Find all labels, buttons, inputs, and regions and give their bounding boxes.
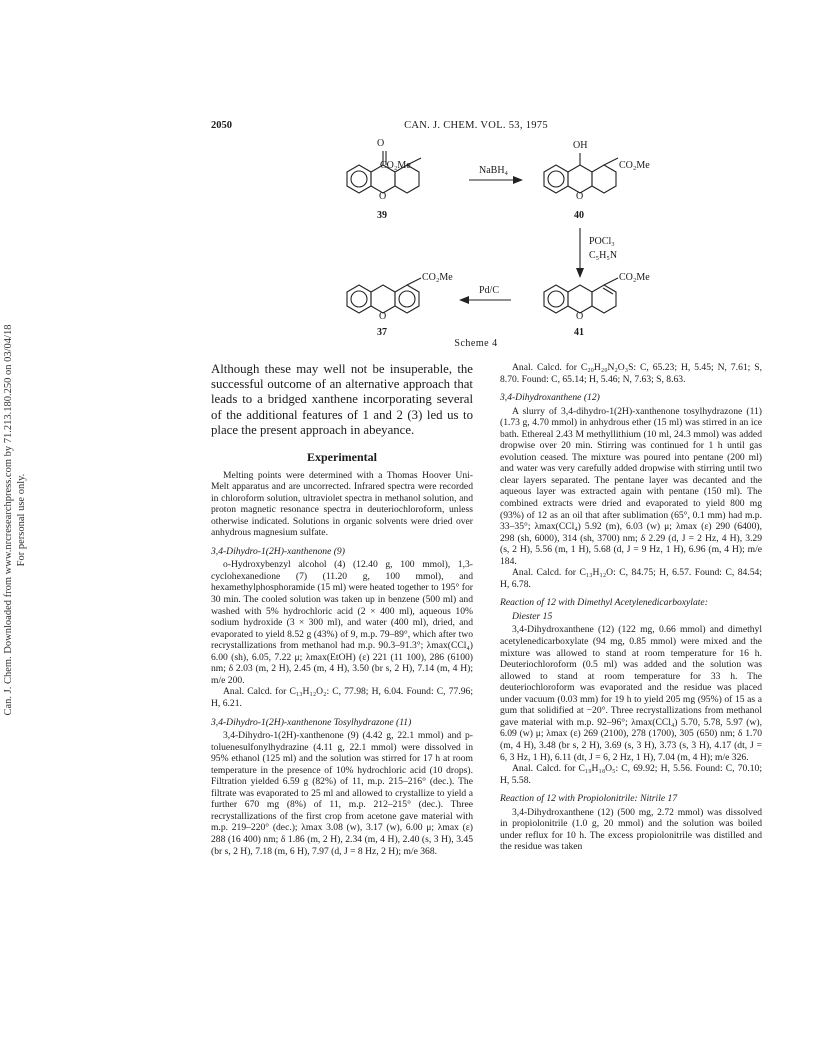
watermark-line-1: Can. J. Chem. Downloaded from www.nrcresearchpress.com by 71.213.180.250 on 03/04/18 <box>3 324 14 716</box>
compound-number-41: 41 <box>574 327 584 338</box>
compound-number-37: 37 <box>377 327 387 338</box>
procedure-compound-9: o-Hydroxybenzyl alcohol (4) (12.40 g, 100 mmol), 1,3-cyclohexanedione (7) (11.20 g, 100 mmol), and hexamethylphosphoramide (15 ml) were heated together to 195° for 30 min. The cooled solution was taken up in benzene (500 ml) and washed with 5% hydrochloric acid (2 × 400 ml), aqueous 10% sodium hydroxide (3 × 300 ml), and water (400 ml), dried, and evaporated to yield 8.52 g (43%) of 9, m.p. 79–89°, which after two recrystallizations from methanol had m.p. 90.3–91.3°; λmax(CCl₄) 6.00 (sh), 6.05, 7.22 μ; λmax(EtOH) (ε) 221 (11 100), 286 (6100) nm; δ 2.03 (m, 2 H), 2.45 (m, 4 H), 3.50 (br s, 2 H), 7.14 (m, 4 H); m/e 200. <box>211 559 473 686</box>
analysis-compound-11: Anal. Calcd. for C₂₀H₂₀N₂O₃S: C, 65.23; H, 5.45; N, 7.61; S, 8.70. Found: C, 65.14; H, 5.46; N, 7.63; S, 8.63. <box>500 362 762 385</box>
compound-number-39: 39 <box>377 210 387 221</box>
subheading-compound-9: 3,4-Dihydro-1(2H)-xanthenone (9) <box>211 545 345 557</box>
oxo-label: O <box>377 138 385 149</box>
procedure-diester-15: 3,4-Dihydroxanthene (12) (122 mg, 0.66 mmol) and dimethyl acetylenedicarboxylate (94 mg, 0.85 mmol) were mixed and the mixture was allowed to stand at room temperature for 16 h. Deuteriochloroform (0.5 ml) was added and the solution was allowed to stand at room temperature for 33 h. The deuteriochloroform was evaporated and the residue was placed under vacuum (0.03 mm) for 19 h to yield 205 mg (95%) of 15 as a gum that solidified at −20°. Three recrystallizations from methanol gave material with m.p. 92–96°; λmax(CCl₄) 5.70, 5.78, 5.97 (w), 6.09 (w) μ; λmax (ε) 269 (2100), 278 (1700), 305 (650) nm; δ 1.70 (m, 4 H), 3.48 (br s, 2 H), 3.69 (s, 3 H), 3.73 (s, 3 H), 4.17 (dt, J = 6, 3 Hz, 1 H), 6.11 (dt, J = 6, 2 Hz, 1 H), 7.04 (m, 4 H); m/e 326. <box>500 624 762 763</box>
section-title-experimental: Experimental <box>307 450 377 465</box>
reagent-pyridine: C₅H₅N <box>589 250 618 261</box>
analysis-compound-12: Anal. Calcd. for C₁₃H₁₂O: C, 84.75; H, 6.57. Found: C, 84.54; H, 6.78. <box>500 567 762 590</box>
lead-paragraph: Although these may well not be insuperable, the successful outcome of an alternative approach that leads to a bridged xanthene incorporating several of the additional features of 1 and 2 (3) led us to place the present approach in abeyance. <box>211 362 473 437</box>
substituent-39: CO₂Me <box>380 160 411 171</box>
page-number: 2050 <box>211 120 232 131</box>
structure-39 <box>347 151 421 193</box>
substituent-40: CO₂Me <box>619 160 650 171</box>
compound-number-40: 40 <box>574 210 584 221</box>
journal-title: CAN. J. CHEM. VOL. 53, 1975 <box>404 120 548 131</box>
procedure-compound-11: 3,4-Dihydro-1(2H)-xanthenone (9) (4.42 g, 22.1 mmol) and p-toluenesulfonylhydrazine (4.11 g, 22.1 mmol) were dissolved in 95% ethanol (125 ml) and the solution was stirred for 17 h at room temperature in the presence of 10% hydrochloric acid (10 drops). Filtration yielded 6.59 g (82%) of 11, m.p. 215–216° (dec.). The filtrate was evaporated to 25 ml and allowed to crystallize to yield a further 670 mg (8%) of 11, m.p. 212–215° (dec.). Three recrystallizations of the first crop from acetone gave material with m.p. 219–220° (dec.); λmax 3.08 (w), 3.17 (w), 6.00 μ; λmax (ε) 288 (16 400) nm; δ 1.86 (m, 2 H), 2.34 (m, 4 H), 2.40 (s, 3 H), 3.45 (br s, 2 H), 7.18 (m, 6 H), 7.97 (d, J = 8 Hz, 2 H); m/e 368. <box>211 730 473 857</box>
procedure-compound-12: A slurry of 3,4-dihydro-1(2H)-xanthenone tosylhydrazone (11) (1.73 g, 4.70 mmol) in anhydrous ether (15 ml) was stirred in an ice bath. Ethereal 2.43 M methyllithium (10 ml, 24.3 mmol) was added dropwise over 20 min. Stirring was continued for 1 h until gas evolution ceased. The mixture was poured into pentane (200 ml) and water was very carefully added dropwise with stirring until two clear layers separated. The pentane layer was decanted and the aqueous layer was extracted again with pentane (150 ml). The combined extracts were dried and evaporated to yield 800 mg (93%) of 12 as an oil that after sublimation (65°, 0.1 mm) had m.p. 33–35°; λmax(CCl₄) 5.92 (m), 6.03 (w) μ; λmax (ε) 290 (6400), 298 (sh, 6000), 314 (sh, 3700) nm; δ 2.29 (d, J = 2 Hz, 4 H), 3.29 (s, 2 H), 5.56 (m, 1 H), 5.68 (d, J = 9 Hz, 1 H), 6.96 (m, 4 H); m/e 184. <box>500 405 762 567</box>
ring-oxygen-39: O <box>379 191 387 202</box>
substituent-41: CO₂Me <box>619 272 650 283</box>
right-column <box>500 362 762 853</box>
subheading-compound-12: 3,4-Dihydroxanthene (12) <box>500 392 600 404</box>
subheading-diester-15: Reaction of 12 with Dimethyl Acetylenedicarboxylate: <box>500 597 708 609</box>
structure-41 <box>544 278 618 313</box>
reagent-nabh4: NaBH₄ <box>479 165 509 176</box>
experimental-intro: Melting points were determined with a Thomas Hoover Uni-Melt apparatus and are uncorrected. Infrared spectra were recorded in chloroform solution, ultraviolet spectra in methanol solution, and proton magnetic resonance spectra in deuteriochloroform, unless otherwise indicated. Solutions in organic solvents were dried over anhydrous magnesium sulfate. <box>211 469 473 539</box>
structure-37 <box>347 278 421 313</box>
structure-40 <box>544 153 618 193</box>
reagent-pd-c: Pd/C <box>479 285 500 296</box>
reaction-scheme <box>211 140 741 350</box>
procedure-nitrile-17: 3,4-Dihydroxanthene (12) (500 mg, 2.72 mmol) was dissolved in propiolonitrile (1.0 g, 20 mmol) and the solution was boiled under reflux for 10 h. The excess propiolonitrile was distilled and the residue was taken <box>500 806 762 853</box>
ring-oxygen-41: O <box>576 311 584 322</box>
download-watermark <box>2 260 36 780</box>
scheme-caption: Scheme 4 <box>454 338 498 349</box>
subheading-compound-11: 3,4-Dihydro-1(2H)-xanthenone Tosylhydrazone (11) <box>211 716 412 728</box>
reagent-pocl3: POCl₃ <box>589 236 615 247</box>
analysis-diester-15: Anal. Calcd. for C₁₉H₁₈O₅: C, 69.92; H, 5.56. Found: C, 70.10; H, 5.58. <box>500 763 762 786</box>
ring-oxygen-37: O <box>379 311 387 322</box>
hydroxyl-label: OH <box>573 140 588 151</box>
watermark-line-2: For personal use only. <box>16 473 27 567</box>
ring-oxygen-40: O <box>576 191 584 202</box>
subheading-nitrile-17: Reaction of 12 with Propiolonitrile: Nitrile 17 <box>500 793 678 805</box>
scheme-drawing <box>211 140 741 340</box>
left-column <box>211 362 473 857</box>
analysis-compound-9: Anal. Calcd. for C₁₃H₁₂O₂: C, 77.98; H, 6.04. Found: C, 77.96; H, 6.21. <box>211 686 473 709</box>
subheading-diester-15-cont: Diester 15 <box>512 610 553 622</box>
substituent-37: CO₂Me <box>422 272 453 283</box>
